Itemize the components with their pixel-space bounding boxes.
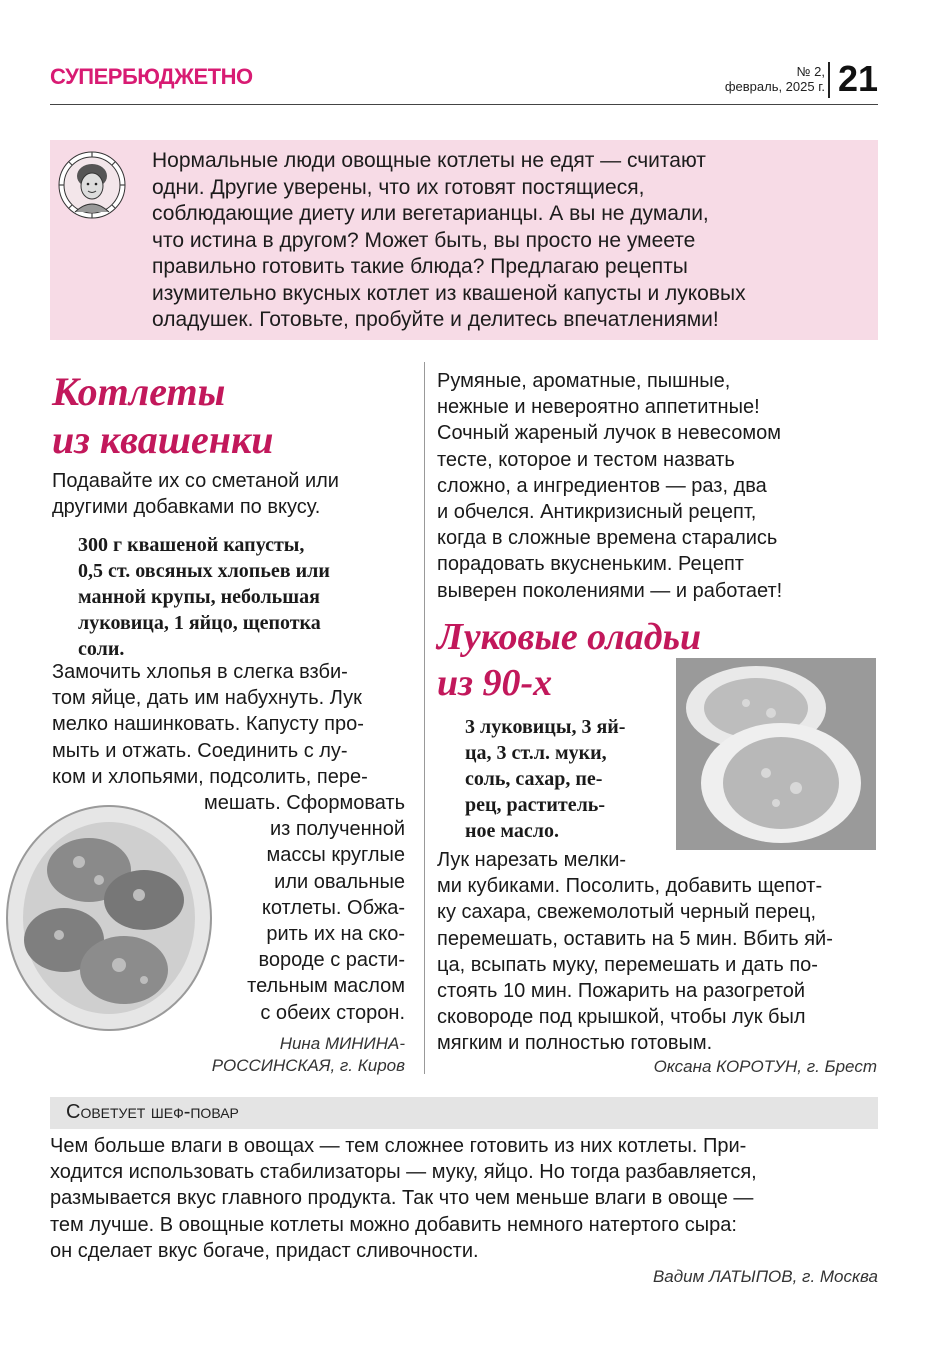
recipe-1-method-top: Замочить хлопья в слегка взби- том яйце, дать им набухнуть. Лук мелко нашинковать. Капусту про- мыть и отжать. Соединить с лу- ком и хлопьями, подсолить, пере-: [52, 661, 368, 788]
recipe-1-title: Котлеты из квашенки: [52, 369, 274, 462]
recipe-1-method-wrap: мешать. Сформовать из полученной массы круглые или овальные котлеты. Обжа- рить их на ско- вороде с расти- тельным маслом с обеих сторон.: [204, 792, 405, 1024]
recipe-1-author: Нина МИНИНА- РОССИНСКАЯ, г. Киров: [211, 1034, 405, 1075]
chef-advice-title: Советует шеф-повар: [66, 1101, 239, 1123]
chef-advice-author: Вадим ЛАТЫПОВ, г. Москва: [652, 1267, 878, 1286]
page-number: 21: [838, 58, 879, 99]
author-avatar-icon: [57, 150, 127, 220]
issue-date: февраль, 2025 г.: [724, 79, 825, 94]
recipe-2-author: Оксана КОРОТУН, г. Брест: [653, 1057, 877, 1076]
recipe-2-ingredients: 3 луковицы, 3 яй- ца, 3 ст.л. муки, соль, сахар, пе- рец, раститель- ное масло.: [465, 716, 626, 842]
intro-text: Нормальные люди овощные котлеты не едят — считают одни. Другие уверены, что их готовят постящиеся, соблюдающие диету или вегетарианцы. А вы не думали, что истина в другом? Может быть, вы просто не умеете правильно готовить такие блюда? Предлагаю рецепты изумительно вкусных котлет из квашеной капусты и луковых оладушек. Готовьте, пробуйте и делитесь впечатлениями!: [152, 149, 746, 331]
section-title: СУПЕРБЮДЖЕТНО: [50, 64, 253, 89]
issue-info: [725, 64, 825, 94]
header-rule: [50, 104, 878, 105]
recipe-1-lead: Подавайте их со сметаной или другими добавками по вкусу.: [52, 470, 339, 518]
recipe-2-title: Луковые оладьи из 90-х: [437, 616, 702, 704]
chef-advice-text: Чем больше влаги в овощах — тем сложнее готовить из них котлеты. При- ходится использовать стабилизаторы — муку, яйцо. Но тогда разбавляется, размывается вкус главного продукта. Так что чем меньше влаги в овоще — тем лучше. В овощные котлеты можно добавить немного натертого сыра: он сделает вкус богаче, придаст сливочности.: [50, 1135, 757, 1262]
onion-fritters-photo: [676, 658, 876, 850]
column-rule: [424, 362, 425, 1074]
issue-number: № 2,: [796, 64, 825, 79]
recipe-2-lead: Румяные, ароматные, пышные, нежные и невероятно аппетитные! Сочный жареный лучок в невесомом тесте, которое и тестом назвать сложно, а ингредиентов — раз, два и обчелся. Антикризисный рецепт, когда в сложные времена старались порадовать вкусненьким. Рецепт выверен поколениями — и работает!: [437, 370, 783, 602]
header-divider: [828, 62, 830, 98]
recipe-2-method: Лук нарезать мелки- ми кубиками. Посолить, добавить щепот- ку сахара, свежемолотый черный перец, перемешать, оставить на 5 мин. Вбить яй- ца, всыпать муку, перемешать и дать по- стоять 10 мин. Пожарить на разогретой сковороде под крышкой, чтобы лук был мягким и полностью готовым.: [437, 849, 833, 1055]
recipe-1-ingredients: 300 г квашеной капусты, 0,5 ст. овсяных хлопьев или манной крупы, небольшая луковица, 1 яйцо, щепотка соли.: [78, 534, 330, 660]
